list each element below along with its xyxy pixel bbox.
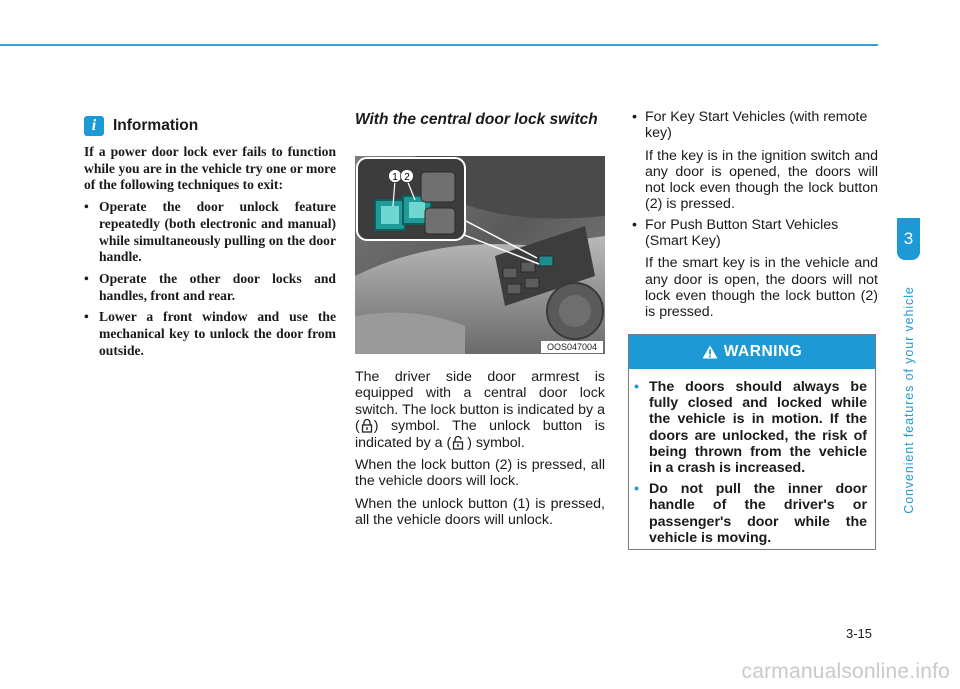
vehicle-type-notes <box>628 109 878 325</box>
information-header <box>84 116 336 136</box>
warning-title: WARNING <box>723 343 803 360</box>
warning-item: • Do not pull the inner door handle of the driver's or passenger's door while the vehicle is moving. <box>629 481 867 546</box>
section-number: 3 <box>903 229 914 248</box>
information-body <box>84 144 336 359</box>
header-rule <box>0 44 878 46</box>
information-item: • Lower a front window and use the mechanical key to unlock the door from outside. <box>84 309 336 359</box>
central-lock-para2: When the lock button (2) is pressed, all the vehicle doors will lock. <box>355 457 605 490</box>
warning-triangle-icon <box>702 345 718 359</box>
central-lock-para3: When the unlock button (1) is pressed, all the vehicle doors will unlock. <box>355 495 605 529</box>
central-lock-heading: With the central door lock switch <box>355 111 598 128</box>
key-start-text: If the key is in the ignition switch and any door is opened, the doors will not lock even though the lock button (2) is pressed. <box>645 147 878 213</box>
page-number: 3-15 <box>846 626 873 641</box>
information-intro: If a power door lock ever fails to function while you are in the vehicle try one or more of the following techniques to exit: <box>84 144 336 193</box>
central-lock-body <box>355 369 605 535</box>
information-list <box>84 199 336 359</box>
information-item: • Operate the other door locks and handles, front and rear. <box>84 271 336 304</box>
lock-symbol-icon <box>361 418 373 433</box>
push-start-label: • For Push Button Start Vehicles (Smart Key) <box>628 217 878 250</box>
section-tab <box>897 218 920 260</box>
information-box <box>84 116 336 364</box>
information-item: • Operate the door unlock feature repeatedly (both electronic and manual) while simultaneously pulling on the door handle. <box>84 199 336 266</box>
para1-part-c: ) symbol. <box>467 434 525 451</box>
key-start-label: • For Key Start Vehicles (with remote key) <box>628 109 878 142</box>
para1-part-b: ) symbol. The unlock button is indicated by a ( <box>355 418 605 451</box>
info-icon: i <box>84 116 104 136</box>
warning-header <box>629 335 875 369</box>
unlock-symbol-icon <box>452 435 466 450</box>
callout-2: 2 <box>404 172 410 183</box>
section-title: Convenient features of your vehicle <box>902 286 916 514</box>
para1-part-a: The driver side door armrest is equipped with a central door lock switch. The lock button is indicated by a ( <box>355 369 605 435</box>
warning-list <box>629 379 867 546</box>
warning-item: • The doors should always be fully closed and locked while the vehicle is in motion. If the doors are unlocked, the risk of being thrown from the vehicle in a crash is increased. <box>629 379 867 476</box>
warning-box <box>628 334 876 550</box>
door-switch-figure <box>355 156 605 354</box>
central-lock-section <box>355 111 605 128</box>
figure-code: OOS047004 <box>546 342 598 352</box>
information-title: Information <box>113 117 199 134</box>
callout-1: 1 <box>392 172 398 183</box>
push-start-text: If the smart key is in the vehicle and any door is open, the doors will not lock even though the lock button (2) is pressed. <box>645 255 878 321</box>
central-lock-para1 <box>355 369 605 451</box>
watermark: carmanualsonline.info <box>741 660 950 683</box>
